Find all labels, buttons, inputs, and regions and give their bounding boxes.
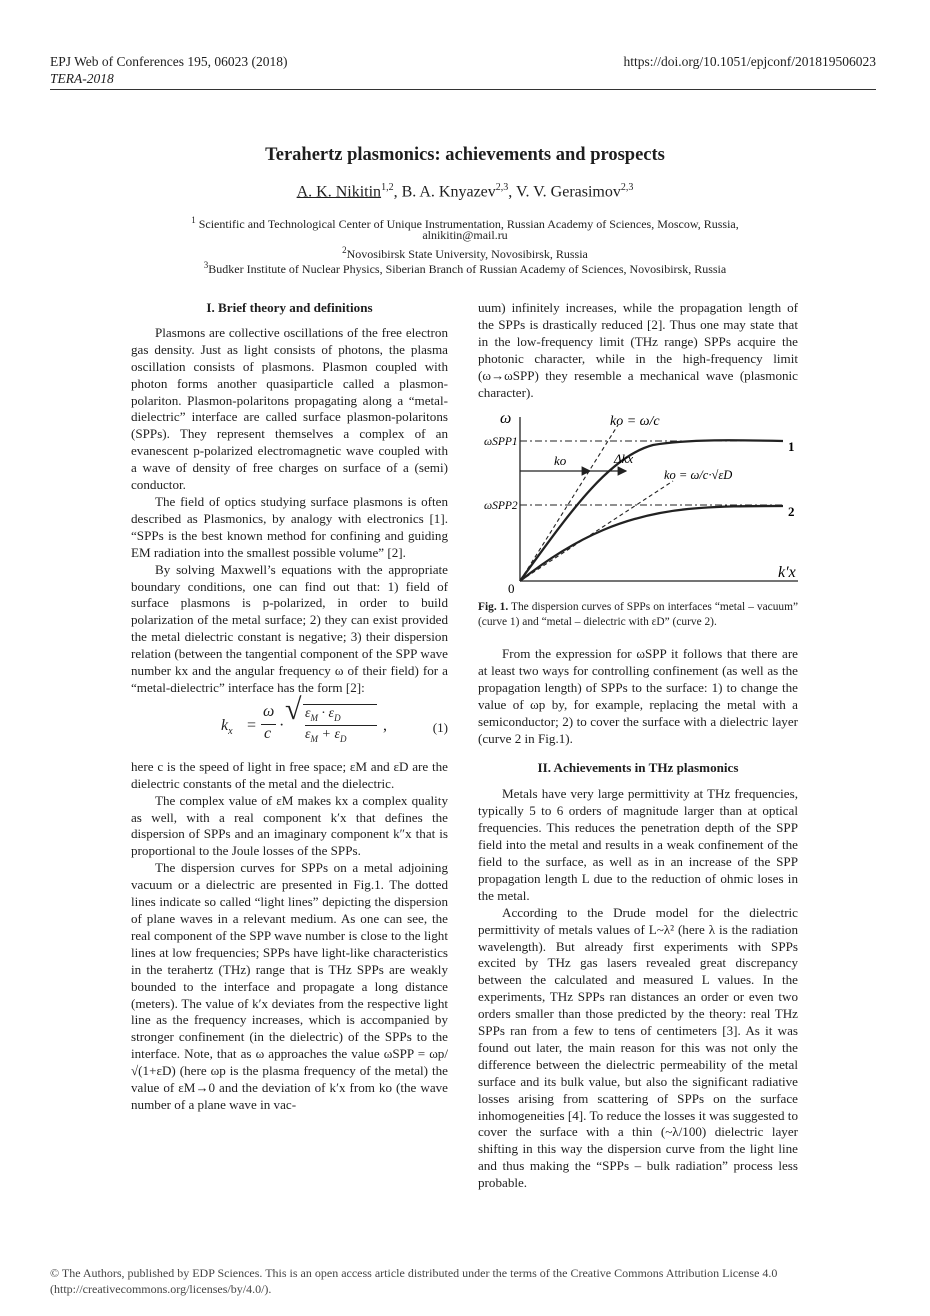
author-sup: 1,2 xyxy=(381,182,394,193)
author-sup: 2,3 xyxy=(495,182,509,193)
delta-k-label: Δkx xyxy=(614,451,634,466)
figure-caption xyxy=(478,600,798,630)
light-line-2-label: ko = ω/c·√εD xyxy=(664,468,733,482)
paragraph: uum) infinitely increases, while the propagation length of the SPPs is drastically reduced [2]. Thus one may state that in the low-frequency limit (THz range) SPPs acquire the photonic character, while in the high-frequency limit (ω→ωSPP) they resemble a mechanical wave (plasmonic character). xyxy=(478,300,798,400)
paragraph: According to the Drude model for the dielectric permittivity of metals values of L~λ² (here λ is the radiation wavelength). But already first experiments with SPPs excited by THz gas lasers revealed great discrepancy between the calculated and measured L values. In the experiments, THz SPPs ran distances an order or even two orders smaller than those predicted by the theory: real THz SPPs ran from a few to tens of centimeters [3]. As it was found out later, the main reason for this was not only the difference between the dielectric permeability of the metal surface and its bulk value, but also the significant radiative losses arising from scattering of SPPs on the surface inhomogeneities [4]. To reduce the losses it was suggested to cover the surface with a thin (~λ/100) dielectric layer shifting in this way the dispersion curve from the light line and thus making the “SPPs – bulk radiation” process less probable. xyxy=(478,904,798,1191)
paragraph: The dispersion curves for SPPs on a metal adjoining vacuum or a dielectric are presented in Fig.1. The dotted lines indicate so called “light lines” depicting the dispersion of plane waves in a relevant medium. As one can see, the real component of the SPP wave number is close to the light lines at low frequencies; SPPs have light-like characteristics in the terahertz (THz) range that is THz SPPs are weakly bounded to the interface and propagate a long distance (meters). The value of k′x deviates from the respective light line as the frequency increases, which is accompanied by stronger confinement (in the dielectric) of the SPPs to the interface. Note, that as ω approaches the value ωSPP = ωp/√(1+εD) (here ωp is the plasma frequency of the metal) the value of εM→0 and the deviation of k′x from ko (the wave number of a plane wave in vac- xyxy=(131,860,448,1112)
conference-name: TERA-2018 xyxy=(50,71,114,86)
light-line-dielectric xyxy=(520,481,673,581)
paragraph: The field of optics studying surface plasmons is often described as Plasmonics, by analogy with electronics [1]. “SPPs is the best known method for confining and guiding EM radiation into the smallest possible volume” [2]. xyxy=(131,493,448,560)
left-column xyxy=(131,300,448,1114)
omega-spp2-label: ωSPP2 xyxy=(484,500,518,512)
paper-title: Terahertz plasmonics: achievements and prospects xyxy=(265,145,665,165)
curve-2-label: 2 xyxy=(788,504,795,519)
figure-label: Fig. 1. xyxy=(478,601,509,613)
affiliation-3: $^3$Budker Institute of Nuclear Physics, Siberian Branch of Russian Academy of Sciences, Novosibirsk, Russia xyxy=(203,260,727,276)
paragraph: here c is the speed of light in free space; εM and εD are the dielectric constants of the metal and the dielectric. xyxy=(131,758,448,791)
equation-1: $k_x$ = ω c · √ $\varepsilon_M \cdot \varepsilon_D$ $\varepsilon_M + \varepsilon_D$ , (1) xyxy=(221,692,448,744)
header-divider xyxy=(50,89,876,90)
y-axis-label: ω xyxy=(500,410,512,427)
omega-spp1-label: ωSPP1 xyxy=(484,436,518,448)
license-text: © The Authors, published by EDP Sciences. This is an open access article distributed under the terms of the Creative Commons Attribution License 4.0 xyxy=(50,1266,778,1280)
equation-number: (1) xyxy=(432,719,448,735)
figure-caption-text: The dispersion curves of SPPs on interfaces “metal – vacuum” (curve 1) and “metal – dielectric with εD” (curve 2). xyxy=(478,601,798,628)
section-heading-1: I. Brief theory and definitions xyxy=(206,300,373,315)
right-column xyxy=(478,300,798,401)
author-sup: 2,3 xyxy=(620,182,634,193)
section-heading-2: II. Achievements in THz plasmonics xyxy=(537,760,739,776)
curve-1-label: 1 xyxy=(788,439,795,454)
origin-label: 0 xyxy=(508,581,515,596)
author-knyazev: , B. A. Knyazev xyxy=(393,183,496,201)
dispersion-figure xyxy=(478,405,808,597)
journal-header: EPJ Web of Conferences 195, 06023 (2018) xyxy=(50,54,288,69)
affiliation-email[interactable]: alnikitin@mail.ru xyxy=(422,228,508,242)
paragraph: From the expression for ωSPP it follows that there are at least two ways for controlling confinement (as well as the propagation length) of SPPs to the surface: 1) to change the value of ωp by, for example, replacing the metal with a semiconductor; 2) to cover the surface with a dielectric layer (curve 2 in Fig.1). xyxy=(478,646,798,746)
light-line-vacuum xyxy=(520,425,618,581)
light-line-1-label: ko = ω/c xyxy=(610,414,660,429)
affiliation-1: $^1$ Scientific and Technological Center of Unique Instrumentation, Russian Academy of Sciences, Moscow, Russia, xyxy=(191,215,739,231)
x-axis-label: k′x xyxy=(778,564,796,581)
paragraph: The complex value of εM makes kx a complex quality as well, with a real component k′x that defines the dispersion of SPPs and an imaginary component k″x that is proportional to the Joule losses of the SPPs. xyxy=(131,792,448,859)
paragraph: Plasmons are collective oscillations of the free electron gas density. Just as light consists of photons, the plasma oscillation consists of plasmons. Plasmon coupled with photon forms another quasiparticle called a plasmon-polariton. Plasmon-polaritons propagating along a “metal-dielectric” interface are called surface plasmon-polaritons (SPPs). They represent themselves a complex of an evanescent p-polarized electromagnetic wave coupled with a wave of density of free charges on surface of a (semi) conductor. xyxy=(131,324,448,493)
license-link[interactable]: (http://creativecommons.org/licenses/by/4.0/). xyxy=(50,1282,272,1296)
author-nikitin[interactable]: A. K. Nikitin xyxy=(296,183,382,201)
paragraph: Metals have very large permittivity at THz frequencies, typically 5 to 6 orders of magnitude larger than at optical frequencies. This reduces the penetration depth of the SPP field into the metal and results in a weak confinement of the field to the surface, as well as in an increase of the SPP propagation length L due to the reduction of ohmic loses in the metal. xyxy=(478,786,798,903)
author-list xyxy=(0,182,930,201)
right-column-lower xyxy=(478,646,798,1192)
dispersion-curve-2 xyxy=(520,506,783,581)
affiliation-2: $^2$Novosibirsk State University, Novosibirsk, Russia xyxy=(342,245,588,261)
paragraph: By solving Maxwell’s equations with the appropriate boundary conditions, one can find out that: 1) field of surface plasmons is p-polarized, in order to build polarization of the metal surface; 2) they can exist provided the metal dielectric constant is negative; 3) their dispersion relation (between the tangential component of the SPP wave number kx and the angular frequency ω of their field) for a “metal-dielectric” interface has the form [2]: xyxy=(131,561,448,695)
author-gerasimov: , V. V. Gerasimov xyxy=(508,183,621,201)
license-footer xyxy=(50,1265,880,1297)
k0-label: ko xyxy=(554,453,567,468)
doi-link[interactable]: https://doi.org/10.1051/epjconf/201819506023 xyxy=(623,54,876,69)
